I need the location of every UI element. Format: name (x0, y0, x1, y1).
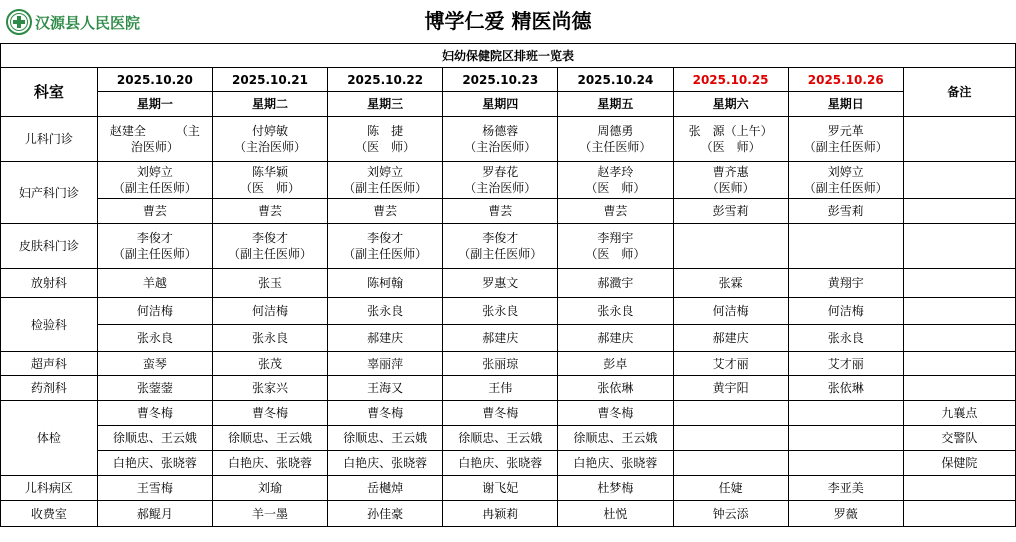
shift-cell (443, 224, 558, 269)
staff-text: 李俊才 (136, 231, 173, 245)
staff-text: 徐顺忠、王云娥 (112, 431, 197, 445)
shift-cell (328, 376, 443, 401)
staff-text: 张茂 (258, 356, 283, 371)
staff-text: 张永良 (827, 331, 864, 345)
shift-cell (212, 426, 327, 451)
staff-text: （主治医师） (464, 140, 537, 154)
staff-text: 张永良 (367, 304, 404, 318)
staff-text: 黄翔宇 (827, 276, 864, 290)
staff-text: 曹芸 (258, 204, 283, 218)
shift-cell (97, 352, 212, 376)
staff-text: 杜悦 (603, 506, 628, 521)
shift-cell (443, 451, 558, 476)
staff-text: （副主任医师） (458, 247, 543, 261)
note-cell (903, 298, 1015, 325)
staff-text: 张丽琼 (482, 356, 519, 371)
staff-text: 艾才丽 (712, 356, 749, 371)
shift-cell (788, 352, 903, 376)
shift-cell (212, 451, 327, 476)
shift-cell (673, 352, 788, 376)
schedule-row (1, 476, 1016, 501)
staff-text: 李翔宇 (597, 231, 634, 245)
staff-text: 岳樾焯 (367, 481, 404, 495)
staff-text: 彭卓 (603, 356, 628, 371)
staff-text: 谢飞妃 (482, 481, 519, 495)
shift-cell (212, 376, 327, 401)
staff-text: 何洁梅 (827, 304, 864, 318)
schedule-table (0, 43, 1016, 527)
shift-cell (97, 376, 212, 401)
staff-text: 曹齐惠 (712, 165, 749, 179)
shift-cell (443, 117, 558, 162)
staff-text: 曹芸 (142, 204, 167, 218)
shift-cell (673, 501, 788, 527)
shift-cell (212, 476, 327, 501)
staff-text: 张永良 (482, 304, 519, 318)
staff-text: 羊越 (142, 276, 167, 290)
staff-text: 李俊才 (252, 231, 289, 245)
staff-text: 郝建庆 (712, 331, 749, 345)
shift-cell (558, 426, 673, 451)
staff-text: 徐顺忠、王云娥 (228, 431, 313, 445)
staff-text: 白艳庆、张晓蓉 (458, 456, 543, 470)
shift-cell (328, 199, 443, 224)
shift-cell (97, 476, 212, 501)
hospital-name: 汉源县人民医院 (35, 13, 141, 32)
date-header: 2025.10.23 (443, 68, 558, 92)
staff-text: 蛮琴 (142, 356, 167, 371)
shift-cell (97, 162, 212, 199)
staff-text: 羊一墨 (252, 506, 289, 521)
staff-text: 张永良 (597, 304, 634, 318)
shift-cell (558, 269, 673, 298)
weekday-header: 星期五 (558, 92, 673, 117)
shift-cell (558, 162, 673, 199)
shift-cell (212, 325, 327, 352)
shift-cell (328, 269, 443, 298)
note-cell (903, 325, 1015, 352)
staff-text: 何洁梅 (712, 304, 749, 318)
staff-text: 郝瀓宇 (597, 276, 634, 290)
shift-cell (443, 199, 558, 224)
shift-cell (788, 162, 903, 199)
shift-cell (328, 501, 443, 527)
date-header: 2025.10.25 (673, 68, 788, 92)
shift-cell (788, 117, 903, 162)
staff-text: 赵建全 （主 (109, 124, 200, 138)
date-header: 2025.10.24 (558, 68, 673, 92)
staff-text: （主治医师） (234, 140, 307, 154)
note-cell (903, 476, 1015, 501)
staff-text: 张 源（上午） (688, 124, 773, 138)
shift-cell (788, 401, 903, 426)
staff-text: 徐顺忠、王云娥 (343, 431, 428, 445)
staff-text: 何洁梅 (136, 304, 173, 318)
staff-text: 治医师） (130, 140, 179, 154)
shift-cell (788, 451, 903, 476)
shift-cell (443, 401, 558, 426)
staff-text: 白艳庆、张晓蓉 (228, 456, 313, 470)
shift-cell (788, 298, 903, 325)
shift-cell (97, 117, 212, 162)
shift-cell (212, 501, 327, 527)
note-cell (903, 224, 1015, 269)
shift-cell (443, 162, 558, 199)
date-header: 2025.10.21 (212, 68, 327, 92)
shift-cell (328, 476, 443, 501)
shift-cell (558, 298, 673, 325)
staff-text: （医师） (706, 181, 755, 195)
schedule-row (1, 269, 1016, 298)
shift-cell (558, 199, 673, 224)
shift-cell (673, 451, 788, 476)
dept-name: 收费室 (1, 501, 98, 527)
schedule-row (1, 162, 1016, 199)
staff-text: 陈 捷 (367, 124, 404, 138)
staff-text: 冉颖莉 (482, 506, 519, 521)
staff-text: 刘瑜 (258, 481, 283, 495)
staff-text: （副主任医师） (112, 247, 197, 261)
staff-text: 钟云添 (712, 506, 749, 521)
shift-cell (212, 162, 327, 199)
staff-text: （副主任医师） (803, 140, 888, 154)
shift-cell (673, 117, 788, 162)
staff-text: 张蓥蓥 (136, 381, 173, 395)
shift-cell (558, 501, 673, 527)
shift-cell (212, 401, 327, 426)
shift-cell (443, 426, 558, 451)
schedule-row (1, 352, 1016, 376)
staff-text: 张家兴 (252, 381, 289, 395)
staff-text: 刘婷立 (136, 165, 173, 179)
note-cell (903, 352, 1015, 376)
staff-text: 李俊才 (367, 231, 404, 245)
dept-column-header: 科室 (1, 68, 98, 117)
staff-text: 白艳庆、张晓蓉 (112, 456, 197, 470)
shift-cell (443, 298, 558, 325)
schedule-row (1, 401, 1016, 426)
shift-cell (328, 224, 443, 269)
shift-cell (97, 199, 212, 224)
schedule-row (1, 325, 1016, 352)
shift-cell (212, 269, 327, 298)
shift-cell (673, 199, 788, 224)
staff-text: 徐顺忠、王云娥 (458, 431, 543, 445)
staff-text: 王伟 (488, 381, 513, 395)
shift-cell (97, 501, 212, 527)
shift-cell (788, 501, 903, 527)
staff-text: 罗惠文 (482, 276, 519, 290)
staff-text: 艾才丽 (827, 356, 864, 371)
staff-text: 王海又 (367, 381, 404, 395)
shift-cell (328, 162, 443, 199)
schedule-row (1, 298, 1016, 325)
weekday-header: 星期二 (212, 92, 327, 117)
weekday-header: 星期六 (673, 92, 788, 117)
shift-cell (788, 224, 903, 269)
shift-cell (673, 298, 788, 325)
staff-text: 孙佳豪 (367, 506, 404, 521)
schedule-row (1, 117, 1016, 162)
shift-cell (443, 352, 558, 376)
staff-text: 罗春花 (482, 165, 519, 179)
staff-text: （副主任医师） (228, 247, 313, 261)
dept-name: 检验科 (1, 298, 98, 352)
schedule-row (1, 199, 1016, 224)
note-cell (903, 269, 1015, 298)
shift-cell (673, 224, 788, 269)
shift-cell (558, 401, 673, 426)
date-header: 2025.10.20 (97, 68, 212, 92)
staff-text: 白艳庆、张晓蓉 (573, 456, 658, 470)
note-cell (903, 162, 1015, 199)
staff-text: 曹冬梅 (482, 406, 519, 420)
staff-text: 张永良 (136, 331, 173, 345)
staff-text: 曹冬梅 (136, 406, 173, 420)
staff-text: 黄宇阳 (712, 381, 749, 395)
shift-cell (212, 224, 327, 269)
shift-cell (212, 352, 327, 376)
staff-text: （副主任医师） (803, 181, 888, 195)
shift-cell (97, 325, 212, 352)
staff-text: 付婷敏 (252, 124, 289, 138)
shift-cell (673, 376, 788, 401)
date-header: 2025.10.22 (328, 68, 443, 92)
note-cell: 九襄点 (903, 401, 1015, 426)
staff-text: 辜丽萍 (367, 356, 404, 371)
dept-name: 皮肤科门诊 (1, 224, 98, 269)
schedule-row (1, 451, 1016, 476)
staff-text: 张永良 (252, 331, 289, 345)
staff-text: 彭雪莉 (712, 204, 749, 218)
staff-text: （主任医师） (579, 140, 652, 154)
weekday-header-row (1, 92, 1016, 117)
staff-text: 张玉 (258, 276, 283, 290)
schedule-row (1, 224, 1016, 269)
table-title: 妇幼保健院区排班一览表 (1, 44, 1016, 68)
schedule-row (1, 426, 1016, 451)
weekday-header: 星期四 (443, 92, 558, 117)
staff-text: 李俊才 (482, 231, 519, 245)
staff-text: 郝建庆 (597, 331, 634, 345)
shift-cell (443, 501, 558, 527)
staff-text: 曹冬梅 (252, 406, 289, 420)
shift-cell (443, 269, 558, 298)
staff-text: 张依琳 (597, 381, 634, 395)
notes-column-header: 备注 (903, 68, 1015, 117)
shift-cell (673, 476, 788, 501)
dept-name: 药剂科 (1, 376, 98, 401)
dept-name: 体检 (1, 401, 98, 476)
shift-cell (97, 426, 212, 451)
staff-text: （副主任医师） (112, 181, 197, 195)
staff-text: 曹芸 (488, 204, 513, 218)
staff-text: 罗元革 (827, 124, 864, 138)
shift-cell (788, 426, 903, 451)
shift-cell (788, 199, 903, 224)
shift-cell (328, 401, 443, 426)
staff-text: （医 师） (585, 181, 646, 195)
shift-cell (673, 325, 788, 352)
shift-cell (443, 376, 558, 401)
shift-cell (788, 269, 903, 298)
staff-text: （医 师） (700, 140, 761, 154)
shift-cell (673, 401, 788, 426)
shift-cell (673, 426, 788, 451)
shift-cell (212, 117, 327, 162)
staff-text: 张霖 (718, 276, 743, 290)
staff-text: （副主任医师） (343, 247, 428, 261)
shift-cell (97, 298, 212, 325)
staff-text: 赵孝玲 (597, 165, 634, 179)
date-header-row (1, 68, 1016, 92)
dept-name: 放射科 (1, 269, 98, 298)
shift-cell (328, 451, 443, 476)
staff-text: 徐顺忠、王云娥 (573, 431, 658, 445)
shift-cell (673, 162, 788, 199)
shift-cell (558, 325, 673, 352)
note-cell: 交警队 (903, 426, 1015, 451)
staff-text: 白艳庆、张晓蓉 (343, 456, 428, 470)
note-cell (903, 199, 1015, 224)
dept-name: 超声科 (1, 352, 98, 376)
shift-cell (558, 476, 673, 501)
weekday-header: 星期日 (788, 92, 903, 117)
dept-name: 妇产科门诊 (1, 162, 98, 224)
staff-text: （医 师） (355, 140, 416, 154)
shift-cell (328, 352, 443, 376)
staff-text: 郝建庆 (482, 331, 519, 345)
staff-text: 曹冬梅 (367, 406, 404, 420)
date-header: 2025.10.26 (788, 68, 903, 92)
staff-text: 陈华颖 (252, 165, 289, 179)
shift-cell (328, 325, 443, 352)
shift-cell (558, 352, 673, 376)
staff-text: 何洁梅 (252, 304, 289, 318)
staff-text: 陈柯翰 (367, 276, 404, 290)
staff-text: 彭雪莉 (827, 204, 864, 218)
staff-text: 郝建庆 (367, 331, 404, 345)
shift-cell (558, 451, 673, 476)
staff-text: 曹冬梅 (597, 406, 634, 420)
shift-cell (97, 224, 212, 269)
note-cell (903, 501, 1015, 527)
staff-text: 杜梦梅 (597, 481, 634, 495)
shift-cell (328, 298, 443, 325)
shift-cell (673, 269, 788, 298)
staff-text: 李亚美 (827, 481, 864, 495)
note-cell: 保健院 (903, 451, 1015, 476)
schedule-row (1, 376, 1016, 401)
staff-text: （医 师） (585, 247, 646, 261)
staff-text: 郝鲲月 (136, 506, 173, 521)
schedule-row (1, 501, 1016, 527)
shift-cell (558, 376, 673, 401)
dept-name: 儿科门诊 (1, 117, 98, 162)
shift-cell (788, 476, 903, 501)
note-cell (903, 117, 1015, 162)
staff-text: （医 师） (240, 181, 301, 195)
staff-text: 张依琳 (827, 381, 864, 395)
staff-text: 任婕 (718, 481, 743, 495)
staff-text: 曹芸 (373, 204, 398, 218)
shift-cell (97, 401, 212, 426)
staff-text: 刘婷立 (367, 165, 404, 179)
shift-cell (328, 426, 443, 451)
shift-cell (97, 269, 212, 298)
page-motto: 博学仁爱 精医尚德 (424, 9, 592, 33)
weekday-header: 星期一 (97, 92, 212, 117)
shift-cell (558, 224, 673, 269)
staff-text: 杨德蓉 (482, 124, 519, 138)
shift-cell (788, 376, 903, 401)
weekday-header: 星期三 (328, 92, 443, 117)
shift-cell (328, 117, 443, 162)
shift-cell (97, 451, 212, 476)
staff-text: 周德勇 (597, 124, 634, 138)
shift-cell (443, 325, 558, 352)
staff-text: 罗薇 (833, 506, 858, 521)
staff-text: （副主任医师） (343, 181, 428, 195)
shift-cell (558, 117, 673, 162)
staff-text: 曹芸 (603, 204, 628, 218)
note-cell (903, 376, 1015, 401)
dept-name: 儿科病区 (1, 476, 98, 501)
staff-text: （主治医师） (464, 181, 537, 195)
shift-cell (788, 325, 903, 352)
shift-cell (212, 199, 327, 224)
staff-text: 王雪梅 (136, 481, 173, 495)
shift-cell (443, 476, 558, 501)
shift-cell (212, 298, 327, 325)
staff-text: 刘婷立 (827, 165, 864, 179)
